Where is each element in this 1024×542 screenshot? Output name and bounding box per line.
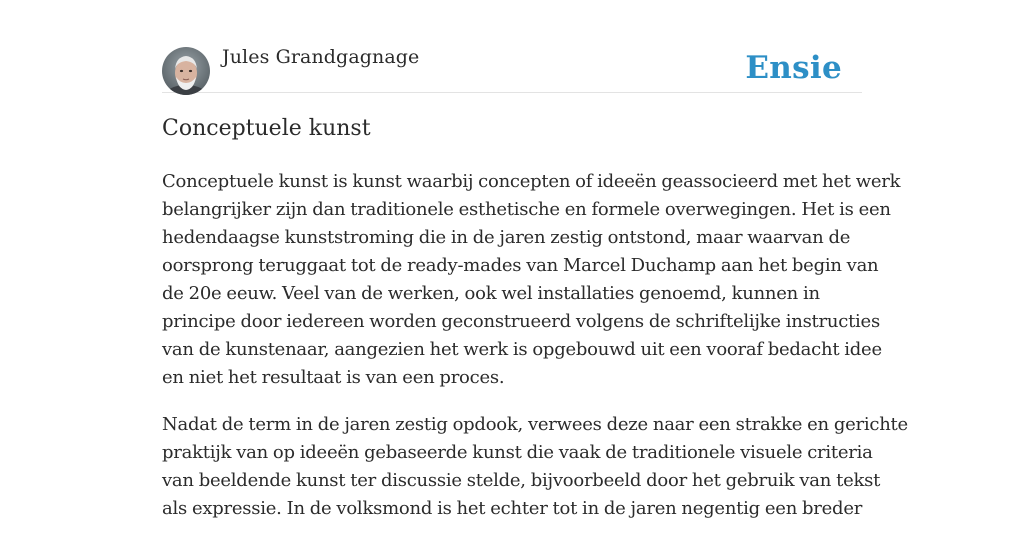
- paragraph: [162, 411, 908, 523]
- paragraph: [162, 168, 901, 392]
- text-line: als expressie. In de volksmond is het echter tot in de jaren negentig een breder: [162, 498, 863, 519]
- text-line: van beeldende kunst ter discussie stelde, bijvoorbeeld door het gebruik van tekst: [162, 470, 881, 491]
- text-line: de 20e eeuw. Veel van de werken, ook wel installaties genoemd, kunnen in: [162, 283, 820, 304]
- text-line: Conceptuele kunst is kunst waarbij concepten of ideeën geassocieerd met het werk: [162, 171, 901, 192]
- text-line: en niet het resultaat is van een proces.: [162, 367, 505, 388]
- article-title: Conceptuele kunst: [162, 116, 371, 141]
- avatar[interactable]: [162, 47, 210, 95]
- person-portrait-icon: [162, 47, 210, 95]
- text-line: principe door iedereen worden geconstrueerd volgens de schriftelijke instructies: [162, 311, 880, 332]
- text-line: Nadat de term in de jaren zestig opdook, verwees deze naar een strakke en gerichte: [162, 414, 908, 435]
- page-header: [162, 0, 862, 93]
- article-body: [162, 168, 908, 542]
- text-line: van de kunstenaar, aangezien het werk is opgebouwd uit een vooraf bedacht idee: [162, 339, 882, 360]
- brand-logo[interactable]: Ensie: [745, 50, 842, 86]
- author-name[interactable]: Jules Grandgagnage: [222, 46, 420, 68]
- text-line: oorsprong teruggaat tot de ready-mades van Marcel Duchamp aan het begin van: [162, 255, 879, 276]
- text-line: belangrijker zijn dan traditionele esthetische en formele overwegingen. Het is een: [162, 199, 891, 220]
- page-container: [162, 0, 908, 519]
- text-line: hedendaagse kunststroming die in de jaren zestig ontstond, maar waarvan de: [162, 227, 851, 248]
- text-line: praktijk van op ideeën gebaseerde kunst die vaak de traditionele visuele criteria: [162, 442, 873, 463]
